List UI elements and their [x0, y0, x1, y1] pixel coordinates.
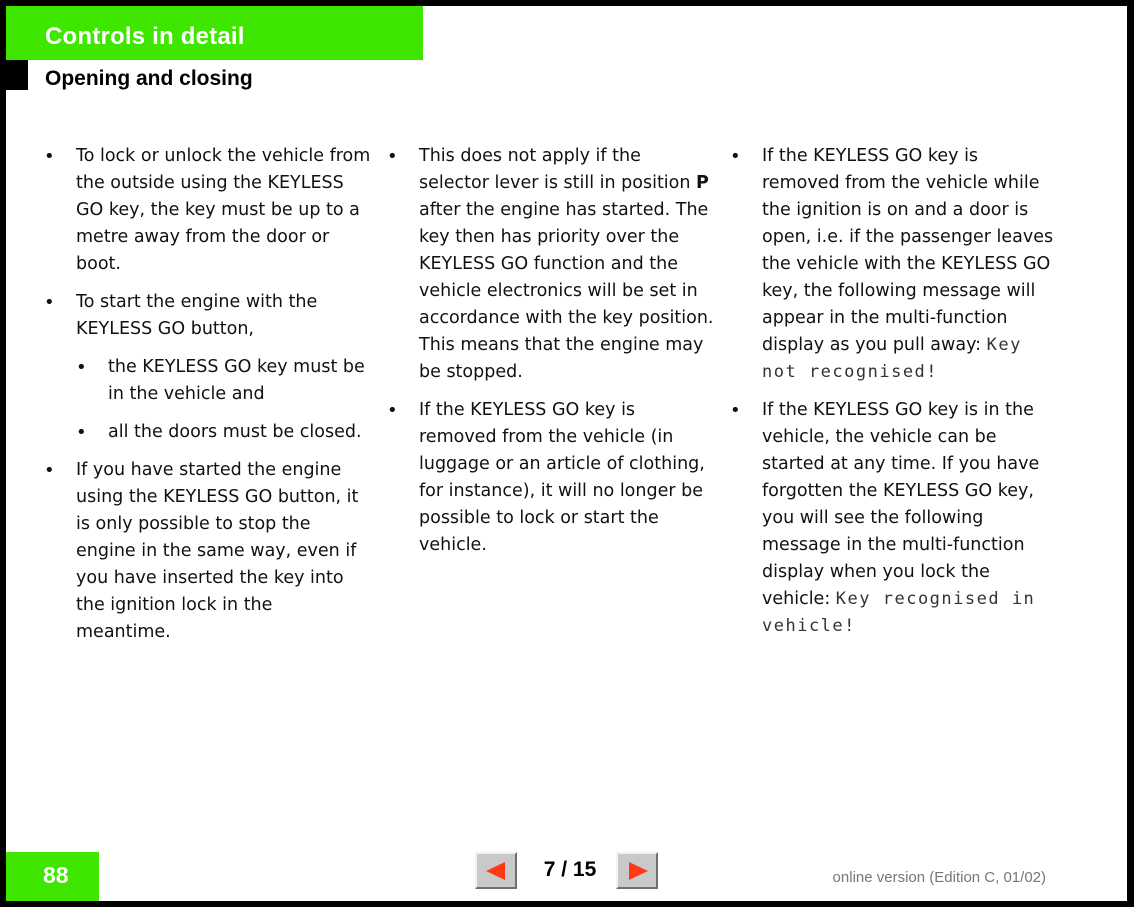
page-number: 88: [6, 852, 99, 901]
list-item: • If the KEYLESS GO key is removed from the vehicle (in luggage or an article of clothing, for instance), it will no longer be possible to lock or start the vehicle.: [385, 397, 715, 559]
list-item-text: If the KEYLESS GO key is in the vehicle, the vehicle can be started at any time. If you have forgotten the KEYLESS GO key, you will see the following message in the multi-function display when you lock the vehicle:: [762, 400, 1040, 609]
selector-position: P: [696, 173, 709, 193]
section-marker: [6, 60, 28, 90]
next-page-button[interactable]: [616, 852, 658, 889]
arrow-right-icon: [629, 862, 648, 880]
page-counter: 7 / 15: [543, 858, 597, 881]
list-item-text: after the engine has started. The key then has priority over the KEYLESS GO function and the vehicle electronics will be set in accordance with the key position. This means that the engine may be stopped.: [419, 200, 714, 382]
arrow-left-icon: [486, 862, 505, 880]
list-item-text: This does not apply if the selector lever is still in position: [419, 146, 697, 193]
list-item: • If you have started the engine using the KEYLESS GO button, it is only possible to stop the engine in the same way, even if you have inserted the key into the ignition lock in the meantime.: [42, 457, 372, 646]
previous-page-button[interactable]: [475, 852, 517, 889]
sub-list-item: • the KEYLESS GO key must be in the vehicle and: [42, 354, 372, 408]
text-column-1: [42, 143, 372, 657]
display-message: Key recognised in vehicle!: [762, 589, 1036, 636]
list-item: [728, 143, 1058, 386]
list-item: • To start the engine with the KEYLESS GO button,: [42, 289, 372, 343]
manual-page: [6, 6, 1127, 901]
section-title: Opening and closing: [45, 67, 253, 90]
text-column-3: [728, 143, 1058, 651]
list-item: [728, 397, 1058, 640]
list-item: • To lock or unlock the vehicle from the outside using the KEYLESS GO key, the key must be up to a metre away from the door or boot.: [42, 143, 372, 278]
text-column-2: [385, 143, 715, 570]
display-message: Key not recognised!: [762, 335, 1022, 382]
list-item: [385, 143, 715, 386]
sub-list-item: • all the doors must be closed.: [42, 419, 372, 446]
chapter-title: Controls in detail: [6, 6, 423, 60]
edition-note: online version (Edition C, 01/02): [832, 869, 1046, 886]
list-item-text: If the KEYLESS GO key is removed from the vehicle while the ignition is on and a door is open, i.e. if the passenger leaves the vehicle with the KEYLESS GO key, the following message will appear in the multi-function display as you pull away:: [762, 146, 1054, 355]
